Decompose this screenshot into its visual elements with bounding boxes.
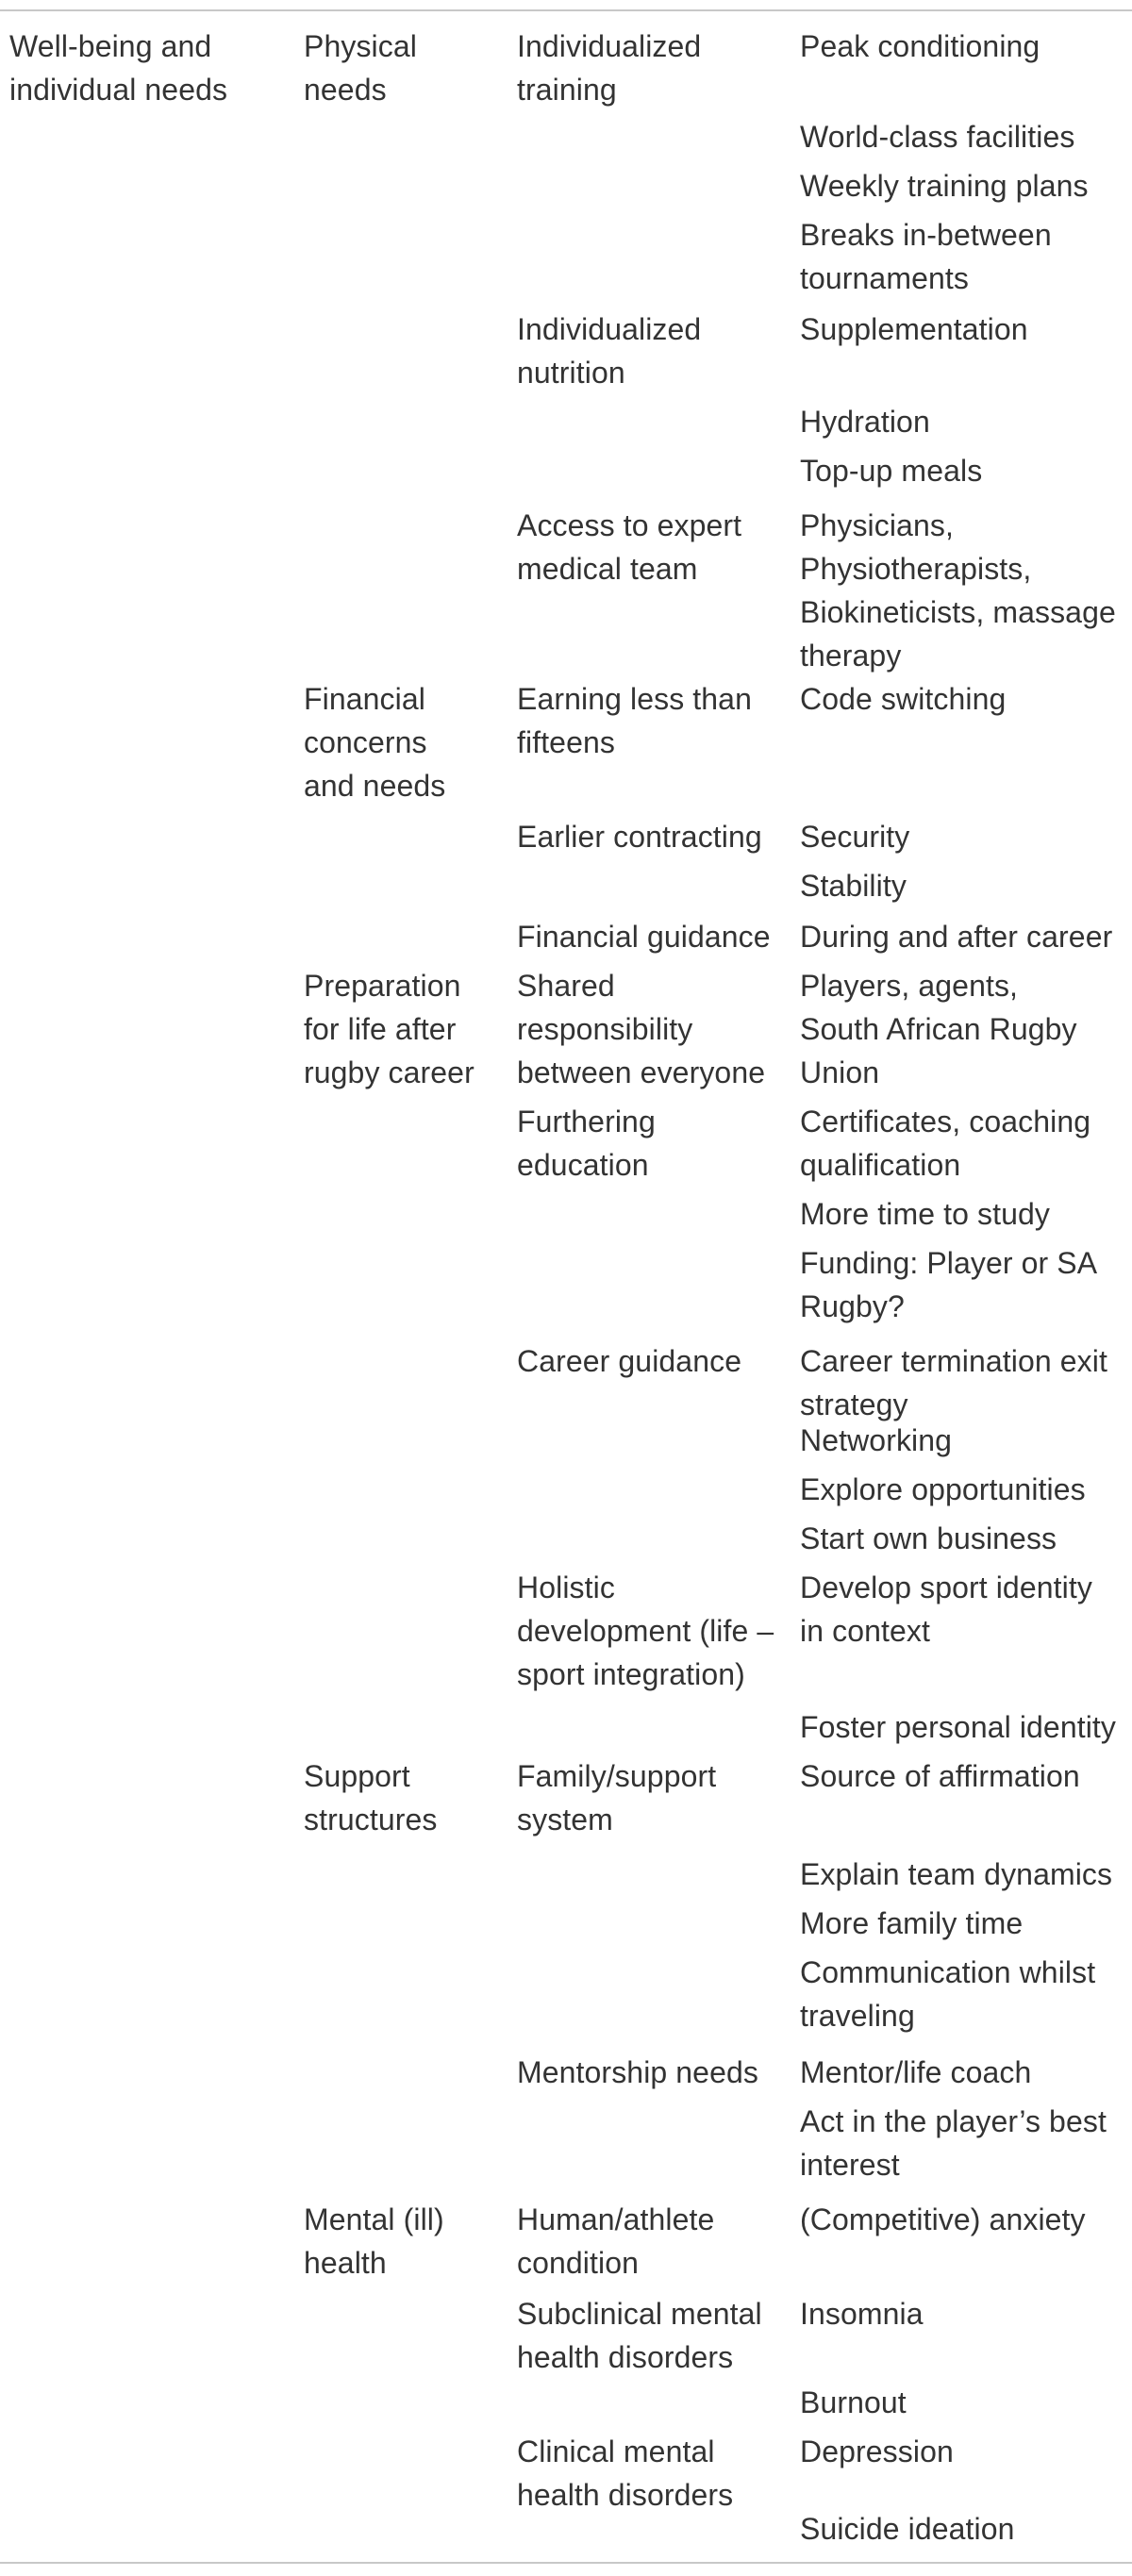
item-cell: More family time [800,1906,1024,1940]
category-cell: Family/support system [517,1759,717,1836]
item-cell: Peak conditioning [800,29,1040,63]
item-cell: Source of affirmation [800,1759,1080,1793]
item-cell: Act in the player’s best interest [800,2104,1107,2182]
category-cell: Earning less than fifteens [517,682,752,759]
item-cell: Players, agents, South African Rugby Union [800,969,1077,1089]
item-cell: Explore opportunities [800,1472,1086,1506]
item-cell: Stability [800,869,907,903]
subtheme-mental-health: Mental (ill) health [304,2202,444,2280]
item-cell: During and after career [800,920,1113,954]
item-cell: Foster personal identity [800,1710,1117,1744]
item-cell: Security [800,820,910,854]
subtheme-financial: Financial concerns and needs [304,682,446,803]
item-cell: Develop sport identity in context [800,1571,1092,1648]
item-cell: Career termination exit strategy [800,1344,1107,1421]
category-cell: Financial guidance [517,920,771,954]
category-cell: Human/athlete condition [517,2202,715,2280]
subtheme-support-structures: Support structures [304,1759,438,1836]
item-cell: Breaks in-between tournaments [800,218,1052,295]
item-cell: Mentor/life coach [800,2055,1032,2089]
item-cell: Top-up meals [800,454,983,488]
theme-cell: Well-being and individual needs [9,29,228,107]
item-cell: Networking [800,1423,953,1457]
item-cell: World-class facilities [800,120,1075,154]
item-cell: Certificates, coaching qualification [800,1105,1091,1182]
item-cell: Funding: Player or SA Rugby? [800,1246,1098,1323]
item-cell: Weekly training plans [800,169,1089,203]
table-top-rule [0,9,1132,11]
item-cell: Code switching [800,682,1007,716]
category-cell: Earlier contracting [517,820,762,854]
category-cell: Clinical mental health disorders [517,2435,734,2512]
subtheme-physical-needs: Physical needs [304,29,417,107]
item-cell: Depression [800,2435,954,2468]
item-cell: Explain team dynamics [800,1857,1113,1891]
item-cell: Insomnia [800,2297,924,2331]
item-cell: Communication whilst traveling [800,1955,1096,2033]
category-cell: Holistic development (life – sport integration) [517,1571,774,1691]
item-cell: Supplementation [800,312,1028,346]
category-cell: Individualized nutrition [517,312,702,390]
item-cell: Suicide ideation [800,2512,1015,2546]
item-cell: More time to study [800,1197,1051,1231]
category-cell: Individualized training [517,29,702,107]
item-cell: Physicians, Physiotherapists, Biokineticists, massage therapy [800,508,1116,673]
category-cell: Shared responsibility between everyone [517,969,766,1089]
subtheme-life-after-rugby: Preparation for life after rugby career [304,969,474,1089]
category-cell: Subclinical mental health disorders [517,2297,762,2374]
item-cell: Start own business [800,1521,1057,1555]
table-bottom-rule [0,2562,1132,2564]
category-cell: Furthering education [517,1105,656,1182]
item-cell: Hydration [800,405,930,439]
item-cell: (Competitive) anxiety [800,2202,1086,2236]
category-cell: Career guidance [517,1344,742,1378]
category-cell: Access to expert medical team [517,508,742,586]
item-cell: Burnout [800,2385,907,2419]
category-cell: Mentorship needs [517,2055,758,2089]
